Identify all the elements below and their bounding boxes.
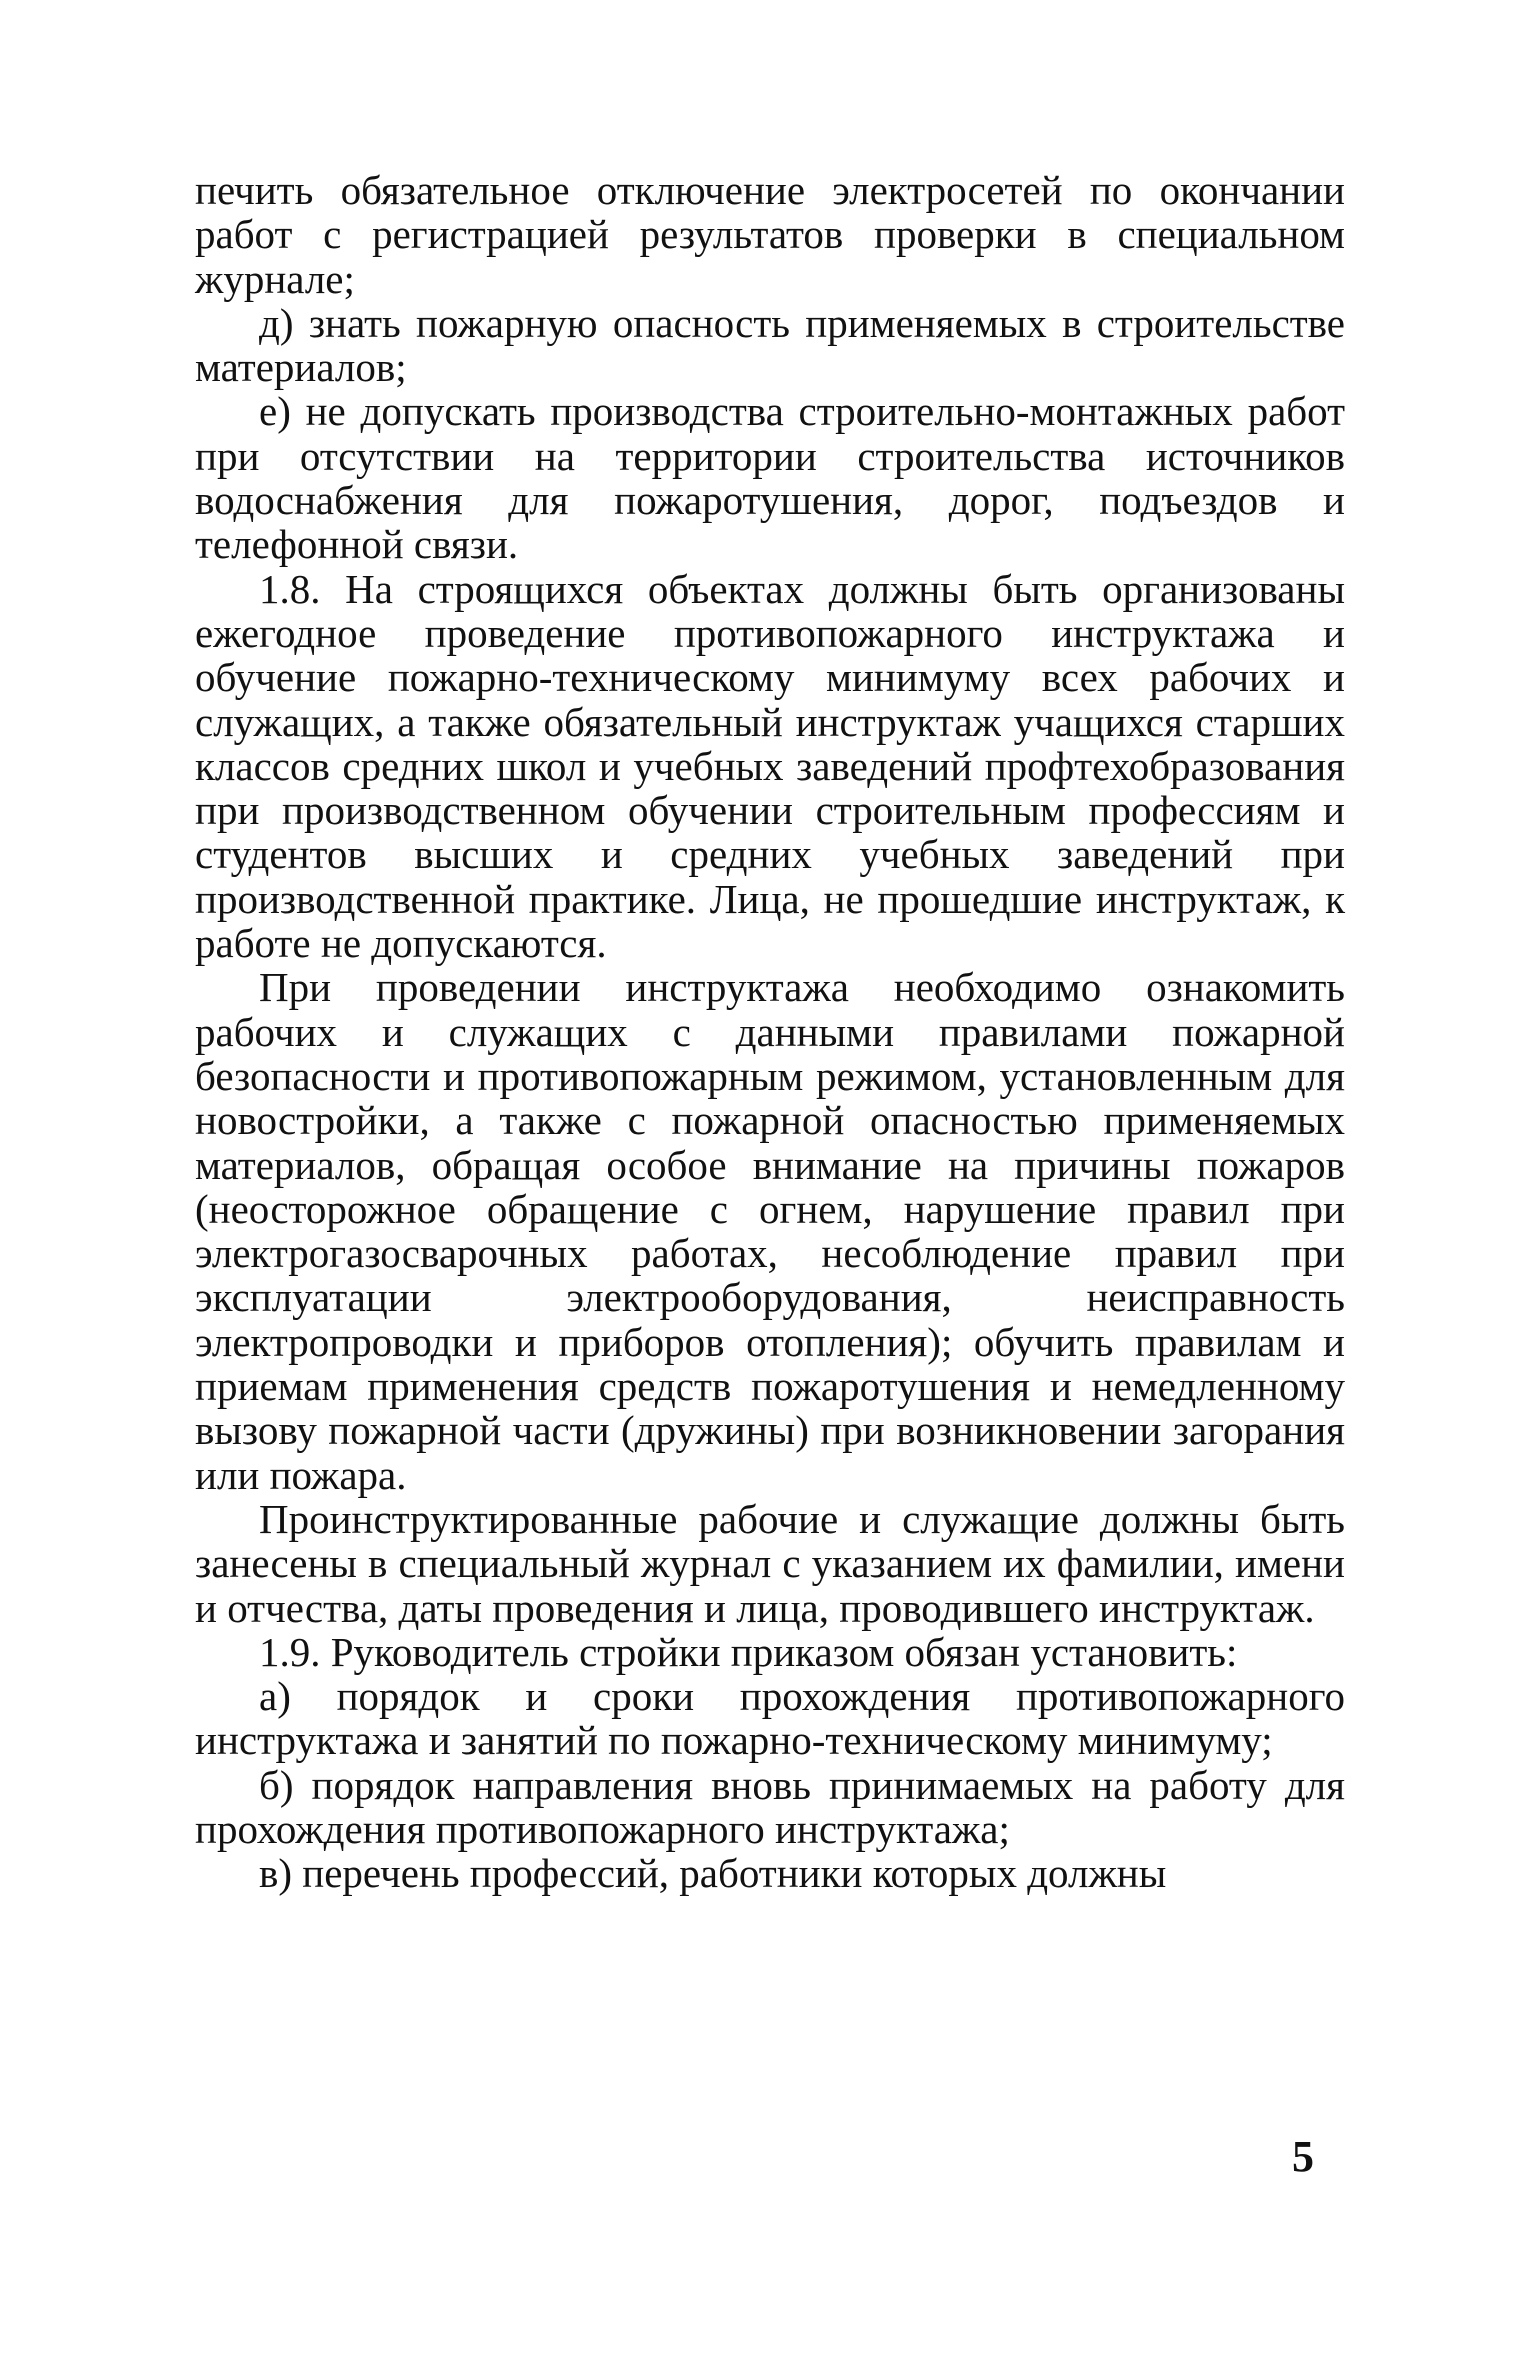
- page-number: 5: [1292, 2132, 1314, 2181]
- paragraph-continuation: печить обязательное отключение электросетей по окончании работ с регистрацией результатов проверки в специальном журнале;: [195, 167, 1345, 302]
- paragraph-item-a: а) порядок и сроки прохождения противопожарного инструктажа и занятий по пожарно-техническому минимуму;: [195, 1673, 1345, 1764]
- paragraph-instruction-content: При проведении инструктажа необходимо ознакомить рабочих и служащих с данными правилами пожарной безопасности и противопожарным режимом, установленным для новостройки, а также с пожарной опасностью применяемых материалов, обращая особое внимание на причины пожаров (неосторожное обращение с огнем, нарушение правил при электрогазосварочных работах, несоблюдение правил при эксплуатации электрооборудования, неисправность электропроводки и приборов отопления); обучить правилам и приемам применения средств пожаротушения и немедленному вызову пожарной части (дружины) при возникновении загорания или пожара.: [195, 964, 1345, 1498]
- paragraph-item-v: в) перечень профессий, работники которых должны: [259, 1850, 1167, 1897]
- document-body: [195, 168, 1345, 1896]
- paragraph-section-1-8: 1.8. На строящихся объектах должны быть организованы ежегодное проведение противопожарного инструктажа и обучение пожарно-техническому минимуму всех рабочих и служащих, а также обязательный инструктаж учащихся старших классов средних школ и учебных заведений профтехобразования при производственном обучении строительным профессиям и студентов высших и средних учебных заведений при производственной практике. Лица, не прошедшие инструктаж, к работе не допускаются.: [195, 565, 1345, 967]
- paragraph-item-d: д) знать пожарную опасность применяемых в строительстве материалов;: [195, 299, 1345, 391]
- paragraph-instruction-journal: Проинструктированные рабочие и служащие должны быть занесены в специальный журнал с указанием их фамилии, имени и отчества, даты проведения и лица, проводившего инструктаж.: [195, 1495, 1345, 1631]
- paragraph-section-1-9: 1.9. Руководитель стройки приказом обязан установить:: [259, 1628, 1238, 1675]
- paragraph-item-e: е) не допускать производства строительно-монтажных работ при отсутствии на территории строительства источников водоснабжения для пожаротушения, дорог, подъездов и телефонной связи.: [195, 388, 1345, 568]
- paragraph-item-b: б) порядок направления вновь принимаемых на работу для прохождения противопожарного инструктажа;: [195, 1761, 1345, 1852]
